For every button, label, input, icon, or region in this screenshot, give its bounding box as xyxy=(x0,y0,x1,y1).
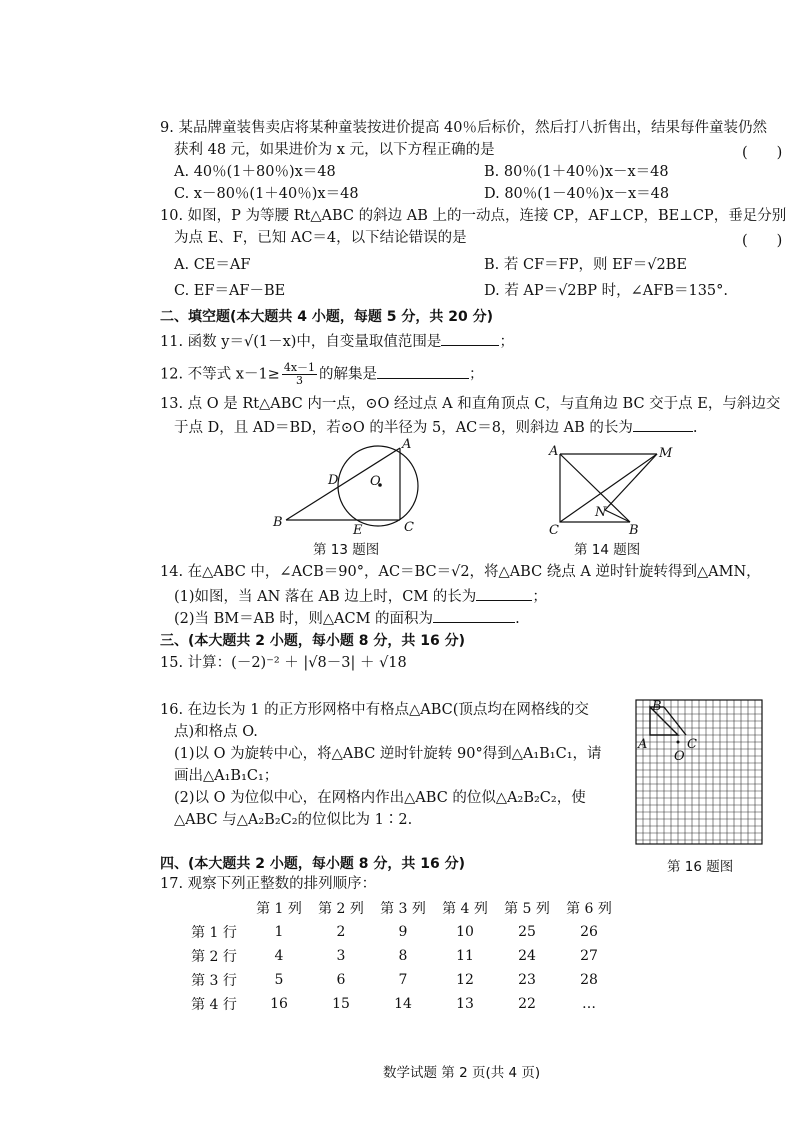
table-cell: 13 xyxy=(456,996,474,1012)
q17-header-cell: 第 4 列 xyxy=(442,901,488,917)
q17-header-cell: 第 2 列 xyxy=(318,901,364,917)
q9-option-d: D. 80％(1－40％)x－x＝48 xyxy=(484,186,670,202)
section-2-heading: 二、填空题(本大题共 4 小题，每题 5 分，共 20 分) xyxy=(160,309,494,325)
point-o xyxy=(677,741,680,744)
fig13-label-e: E xyxy=(353,523,363,538)
q17-header-cell: 第 5 列 xyxy=(504,901,550,917)
table-cell: 2 xyxy=(336,924,346,940)
table-cell: 7 xyxy=(398,972,408,988)
q17-header-cell xyxy=(180,896,248,920)
figure-16-grid xyxy=(634,698,766,848)
q17-header-row xyxy=(180,896,620,920)
q14-line3-text: (2)当 BM＝AB 时，则△ACM 的面积为 xyxy=(174,611,434,627)
line-mn xyxy=(605,454,657,510)
q17-header-cell: 第 1 列 xyxy=(256,901,302,917)
fig14-label-n: N xyxy=(595,505,607,520)
q12-mid: 的解集是 xyxy=(319,366,378,383)
q12 xyxy=(160,362,484,387)
q16-line5: (2)以 O 为位似中心，在网格内作出△ABC 的位似△A₂B₂C₂，使 xyxy=(174,790,586,806)
q13-post: . xyxy=(692,420,698,436)
q17-header-cell: 第 6 列 xyxy=(566,901,612,917)
q10-option-c: C. EF＝AF－BE xyxy=(174,283,286,299)
q14-line1: 14. 在△ABC 中，∠ACB＝90°，AC＝BC＝√2，将△ABC 绕点 A 逆时针旋转得到△AMN， xyxy=(160,564,761,580)
section-4-heading: 四、(本大题共 2 小题，每小题 8 分，共 16 分) xyxy=(160,856,466,872)
table-cell: 9 xyxy=(398,924,408,940)
q13-line2-text: 于点 D，且 AD＝BD，若⊙O 的半径为 5，AC＝8，则斜边 AB 的长为 xyxy=(174,420,633,436)
q14-line2-post: ； xyxy=(532,589,547,605)
table-cell: 22 xyxy=(518,996,536,1012)
table-cell: 1 xyxy=(274,924,284,940)
table-row xyxy=(180,944,620,968)
q10-line1: 10. 如图，P 为等腰 Rt△ABC 的斜边 AB 上的一动点，连接 CP，AF⊥CP，BE⊥CP，垂足分别 xyxy=(160,208,787,224)
table-cell: 4 xyxy=(274,948,284,964)
table-cell: 3 xyxy=(336,948,346,964)
figure-16-caption: 第 16 题图 xyxy=(667,859,734,875)
table-cell: 15 xyxy=(332,996,350,1012)
section-3-heading: 三、(本大题共 2 小题，每小题 8 分，共 16 分) xyxy=(160,633,466,649)
q13-line2 xyxy=(174,417,697,437)
q16-line3: (1)以 O 为旋转中心，将△ABC 逆时针旋转 90°得到△A₁B₁C₁，请 xyxy=(174,746,602,762)
fig14-label-m: M xyxy=(659,446,673,461)
table-cell: 23 xyxy=(518,972,536,988)
table-row xyxy=(180,968,620,992)
grid-lines xyxy=(636,700,762,844)
fig14-label-b: B xyxy=(629,523,639,538)
table-cell: 24 xyxy=(518,948,536,964)
fig16-label-b: B xyxy=(652,699,662,714)
page-footer: 数学试题 第 2 页(共 4 页) xyxy=(383,1065,541,1081)
fig13-label-d: D xyxy=(328,473,339,488)
table-row xyxy=(180,992,620,1016)
q9-line1: 9. 某品牌童装售卖店将某种童装按进价提高 40％后标价，然后打八折售出，结果每件童装仍然 xyxy=(160,120,767,136)
fig14-label-a: A xyxy=(549,444,559,459)
table-cell: 28 xyxy=(580,972,598,988)
fig13-label-a: A xyxy=(402,438,412,452)
q14-answer-blank-1[interactable] xyxy=(476,586,532,601)
line-ab xyxy=(286,448,400,520)
q16-line6: △ABC 与△A₂B₂C₂的位似比为 1∶2. xyxy=(174,812,413,828)
q16-line2: 点)和格点 O. xyxy=(174,724,258,740)
q11-answer-blank[interactable] xyxy=(441,331,499,346)
figure-14-caption: 第 14 题图 xyxy=(574,542,641,558)
q9-line2: 获利 48 元，如果进价为 x 元，以下方程正确的是 xyxy=(174,142,495,158)
figure-13 xyxy=(268,438,428,538)
q17-table xyxy=(180,896,620,1016)
table-cell: 10 xyxy=(456,924,474,940)
figure-14 xyxy=(545,440,675,538)
q12-answer-blank[interactable] xyxy=(377,364,469,379)
q14-line3-post: . xyxy=(515,611,520,627)
q13-line1: 13. 点 O 是 Rt△ABC 内一点，⊙O 经过点 A 和直角顶点 C，与直角边 BC 交于点 E，与斜边交 xyxy=(160,396,781,412)
q12-text: 12. 不等式 x－1≥ xyxy=(160,366,280,383)
fig13-label-b: B xyxy=(273,515,283,530)
fig16-label-o: O xyxy=(674,749,685,764)
q10-line2: 为点 E、F，已知 AC＝4，以下结论错误的是 xyxy=(174,230,467,246)
fig13-label-c: C xyxy=(404,520,414,535)
q17-title: 17. 观察下列正整数的排列顺序： xyxy=(160,876,377,892)
q16-line4: 画出△A₁B₁C₁； xyxy=(174,768,279,784)
q10-option-a: A. CE＝AF xyxy=(174,257,251,273)
table-cell: 第 2 行 xyxy=(191,949,237,965)
q11-post: ； xyxy=(499,334,514,350)
q9-paren: ( ) xyxy=(742,145,783,161)
table-cell: 14 xyxy=(394,996,412,1012)
table-cell: 26 xyxy=(580,924,598,940)
table-cell: 8 xyxy=(398,948,408,964)
table-cell: 第 1 行 xyxy=(191,925,237,941)
q11 xyxy=(160,331,514,351)
table-cell: … xyxy=(582,996,596,1012)
q12-fraction-denominator: 3 xyxy=(295,374,303,387)
q10-paren: ( ) xyxy=(742,233,783,249)
table-row xyxy=(180,920,620,944)
table-cell: 11 xyxy=(456,948,474,964)
q14-answer-blank-2[interactable] xyxy=(433,608,515,623)
q10-option-d: D. 若 AP＝√2BP 时，∠AFB＝135°. xyxy=(484,283,729,299)
q14-line2-text: (1)如图，当 AN 落在 AB 边上时，CM 的长为 xyxy=(174,589,477,605)
q14-line2 xyxy=(174,586,547,606)
q12-fraction xyxy=(282,362,317,387)
fig16-label-c: C xyxy=(687,737,697,752)
q12-fraction-numerator: 4x－1 xyxy=(283,361,316,374)
q9-option-a: A. 40％(1＋80％)x＝48 xyxy=(174,164,336,180)
q16-line1: 16. 在边长为 1 的正方形网格中有格点△ABC(顶点均在网格线的交 xyxy=(160,702,589,718)
q14-line3 xyxy=(174,608,520,628)
q10-option-b: B. 若 CF＝FP，则 EF＝√2BE xyxy=(484,257,687,273)
table-cell: 第 3 行 xyxy=(191,973,237,989)
fig16-label-a: A xyxy=(638,737,648,752)
q17-header-cell: 第 3 列 xyxy=(380,901,426,917)
q13-answer-blank[interactable] xyxy=(633,417,693,432)
q9-option-b: B. 80％(1＋40％)x－x＝48 xyxy=(484,164,669,180)
table-cell: 12 xyxy=(456,972,474,988)
table-cell: 第 4 行 xyxy=(191,997,237,1013)
table-cell: 16 xyxy=(270,996,288,1012)
line-nb xyxy=(605,510,630,522)
table-cell: 25 xyxy=(518,924,536,940)
fig14-label-c: C xyxy=(549,523,559,538)
fig13-label-o: O xyxy=(370,474,381,489)
q11-text: 11. 函数 y＝√(1－x)中，自变量取值范围是 xyxy=(160,334,442,350)
q9-option-c: C. x－80％(1＋40％)x＝48 xyxy=(174,186,359,202)
table-cell: 6 xyxy=(336,972,346,988)
table-cell: 5 xyxy=(274,972,284,988)
figure-13-caption: 第 13 题图 xyxy=(313,542,380,558)
q12-post: ； xyxy=(469,366,484,383)
q15: 15. 计算：(－2)⁻² ＋ |√8－3| ＋ √18 xyxy=(160,655,407,671)
table-cell: 27 xyxy=(580,948,598,964)
